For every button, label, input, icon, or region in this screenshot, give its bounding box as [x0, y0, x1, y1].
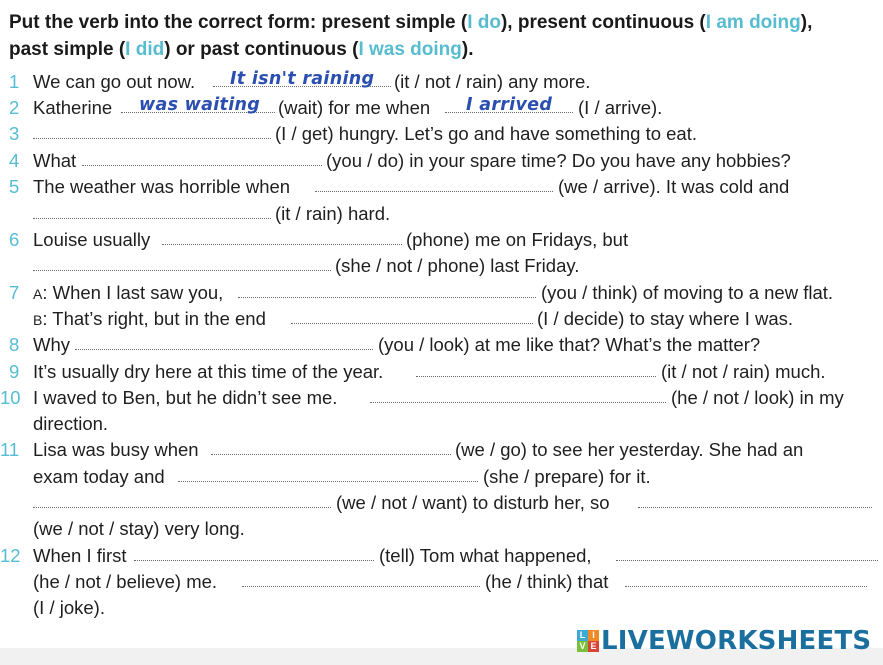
- item-text: It’s usually dry here at this time of the year.: [33, 361, 384, 382]
- answer-blank[interactable]: [178, 481, 478, 482]
- item-text: Why: [33, 334, 70, 355]
- item-number: 10: [0, 387, 21, 408]
- filled-answer: It isn't raining: [230, 69, 375, 89]
- speaker-a-line: A: When I last saw you,: [33, 282, 224, 303]
- item-number: 5: [9, 176, 20, 197]
- item-text: (we / not / stay) very long.: [33, 518, 245, 539]
- item-text: (it / not / rain) much.: [661, 361, 826, 382]
- answer-blank[interactable]: [134, 560, 374, 561]
- item-number: 2: [9, 97, 20, 118]
- item-text: Lisa was busy when: [33, 439, 199, 460]
- item-text: Louise usually: [33, 229, 151, 250]
- item-text: (it / rain) hard.: [275, 203, 391, 224]
- item-text: (tell) Tom what happened,: [379, 545, 592, 566]
- item-number: 3: [9, 123, 20, 144]
- answer-blank[interactable]: [75, 349, 373, 350]
- item-text: (we / arrive). It was cold and: [558, 176, 790, 197]
- item-text: (I / joke).: [33, 597, 105, 618]
- answer-blank[interactable]: [211, 454, 451, 455]
- item-text: We can go out now.: [33, 71, 196, 92]
- item-text: (I / decide) to stay where I was.: [537, 308, 794, 329]
- item-text: (he / think) that: [485, 571, 609, 592]
- item-number: 6: [9, 229, 20, 250]
- answer-blank[interactable]: [625, 586, 867, 587]
- item-text: (we / not / want) to disturb her, so: [336, 492, 610, 513]
- item-text: (I / arrive).: [578, 97, 663, 118]
- item-text: (I / get) hungry. Let’s go and have something to eat.: [275, 123, 697, 144]
- item-text: The weather was horrible when: [33, 176, 291, 197]
- item-text: (phone) me on Fridays, but: [406, 229, 629, 250]
- answer-blank[interactable]: [33, 270, 331, 271]
- answer-blank[interactable]: [416, 376, 656, 377]
- exercise-instructions: [9, 9, 879, 63]
- item-text: Katherine: [33, 97, 113, 118]
- answer-blank[interactable]: [315, 191, 553, 192]
- item-text: (we / go) to see her yesterday. She had an: [455, 439, 804, 460]
- item-number: 12: [0, 545, 21, 566]
- example-past-continuous: I was doing: [358, 39, 462, 60]
- item-text: When I first: [33, 545, 127, 566]
- item-text: (she / prepare) for it.: [483, 466, 651, 487]
- item-text: (he / not / look) in my: [671, 387, 844, 408]
- speaker-label: A: [33, 286, 43, 302]
- item-text: (he / not / believe) me.: [33, 571, 218, 592]
- answer-blank[interactable]: [238, 297, 536, 298]
- item-text: exam today and: [33, 466, 165, 487]
- logo-mark-icon: L I V E: [577, 630, 599, 652]
- item-text: (it / not / rain) any more.: [394, 71, 591, 92]
- item-text: (she / not / phone) last Friday.: [335, 255, 580, 276]
- item-text: (wait) for me when: [278, 97, 431, 118]
- answer-blank[interactable]: [370, 402, 666, 403]
- example-present-continuous: I am doing: [705, 12, 801, 33]
- answer-blank[interactable]: [616, 560, 878, 561]
- answer-blank[interactable]: [638, 507, 872, 508]
- answer-blank[interactable]: [33, 138, 271, 139]
- speaker-label: B: [33, 312, 43, 328]
- filled-answer: was waiting: [139, 95, 261, 115]
- item-number: 7: [9, 282, 20, 303]
- speaker-b-line: B: That’s right, but in the end: [33, 308, 266, 329]
- item-number: 1: [9, 71, 20, 92]
- answer-blank[interactable]: [242, 586, 480, 587]
- item-text: (you / look) at me like that? What’s the matter?: [378, 334, 761, 355]
- example-past-simple: I did: [125, 39, 165, 60]
- item-text: direction.: [33, 413, 109, 434]
- item-text: (you / do) in your spare time? Do you have any hobbies?: [326, 150, 791, 171]
- filled-answer: I arrived: [466, 95, 553, 115]
- instructions-line-1: Put the verb into the correct form: present simple (I do), present continuous (I am doing),: [9, 12, 813, 33]
- answer-blank[interactable]: [82, 165, 322, 166]
- logo-text: LIVEWORKSHEETS: [601, 626, 872, 656]
- item-text: I waved to Ben, but he didn’t see me.: [33, 387, 338, 408]
- item-text: (you / think) of moving to a new flat.: [541, 282, 834, 303]
- answer-blank[interactable]: [162, 244, 402, 245]
- item-text: What: [33, 150, 77, 171]
- item-number: 9: [9, 361, 20, 382]
- instructions-line-2: past simple (I did) or past continuous (I was doing).: [9, 39, 474, 60]
- answer-blank[interactable]: [33, 507, 331, 508]
- item-number: 11: [0, 439, 20, 460]
- answer-blank[interactable]: [291, 323, 533, 324]
- item-number: 8: [9, 334, 20, 355]
- example-present-simple: I do: [467, 12, 501, 33]
- item-number: 4: [9, 150, 20, 171]
- liveworksheets-logo: [577, 626, 871, 656]
- answer-blank[interactable]: [33, 218, 271, 219]
